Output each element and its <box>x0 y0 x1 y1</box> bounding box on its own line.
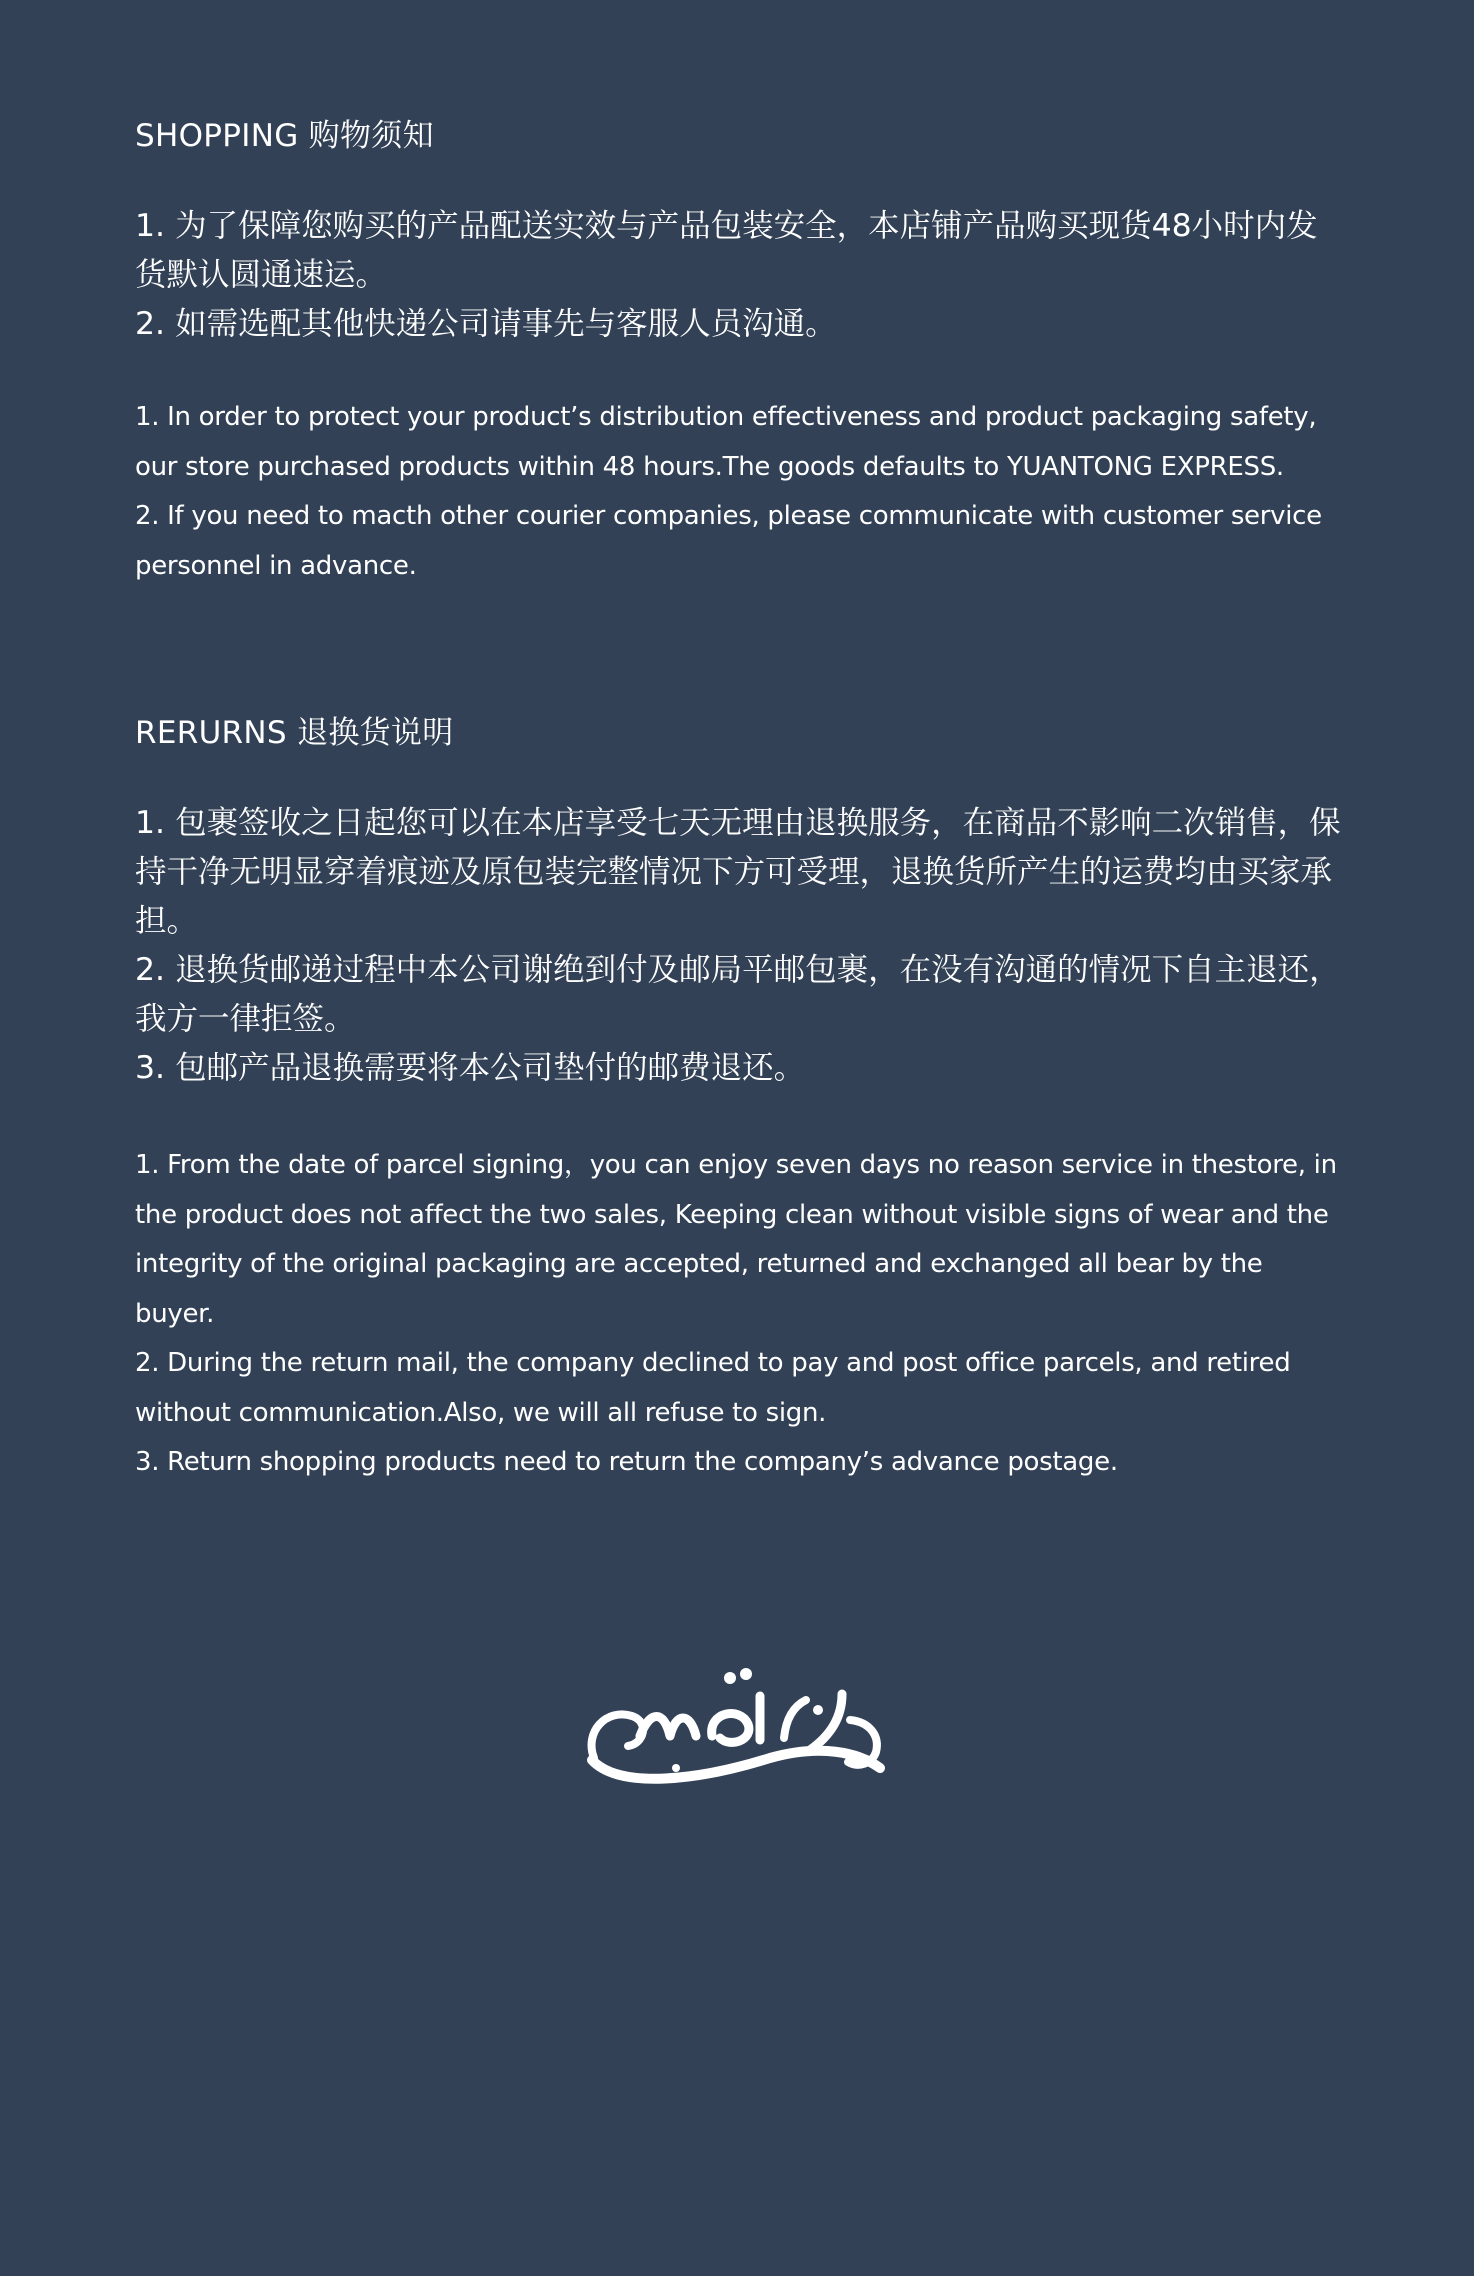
shopping-cn-item: 2. 如需选配其他快递公司请事先与客服人员沟通。 <box>135 306 837 342</box>
shopping-en-item: 1. In order to protect your product’s distribution effectiveness and product packaging safety, our store purchased products within 48 hours.The goods defaults to YUANTONG EXPRESS. <box>135 402 1317 482</box>
shopping-section <box>135 112 1345 591</box>
returns-en-text <box>135 1141 1345 1488</box>
returns-section <box>135 709 1345 1488</box>
returns-en-item: 2. During the return mail, the company declined to pay and post office parcels, and retired without communication.Also, we will all refuse to sign. <box>135 1348 1291 1428</box>
notice-content <box>135 112 1345 1488</box>
returns-cn-item: 3. 包邮产品退换需要将本公司垫付的邮费退还。 <box>135 1050 806 1086</box>
returns-cn-item: 1. 包裹签收之日起您可以在本店享受七天无理由退换服务，在商品不影响二次销售，保持干净无明显穿着痕迹及原包装完整情况下方可受理，退换货所产生的运费均由买家承担。 <box>135 805 1341 939</box>
shopping-en-text <box>135 393 1345 591</box>
returns-title: RERURNS 退换货说明 <box>135 715 454 751</box>
calligraphy-logo-icon <box>580 1640 900 1800</box>
shopping-cn-item: 1. 为了保障您购买的产品配送实效与产品包装安全，本店铺产品购买现货48小时内发货默认圆通速运。 <box>135 208 1318 293</box>
returns-en-item: 3. Return shopping products need to return the company’s advance postage. <box>135 1447 1118 1477</box>
shopping-cn-text <box>135 202 1345 349</box>
shopping-en-item: 2. If you need to macth other courier companies, please communicate with customer service personnel in advance. <box>135 501 1322 581</box>
returns-cn-text <box>135 799 1345 1093</box>
returns-cn-item: 2. 退换货邮递过程中本公司谢绝到付及邮局平邮包裹，在没有沟通的情况下自主退还，我方一律拒签。 <box>135 952 1341 1037</box>
returns-en-item: 1. From the date of parcel signing，you can enjoy seven days no reason service in thestore, in the product does not affect the two sales, Keeping clean without visible signs of wear and the integrity of the original packaging are accepted, returned and exchanged all bear by the buyer. <box>135 1150 1337 1329</box>
shopping-title: SHOPPING 购物须知 <box>135 118 434 154</box>
